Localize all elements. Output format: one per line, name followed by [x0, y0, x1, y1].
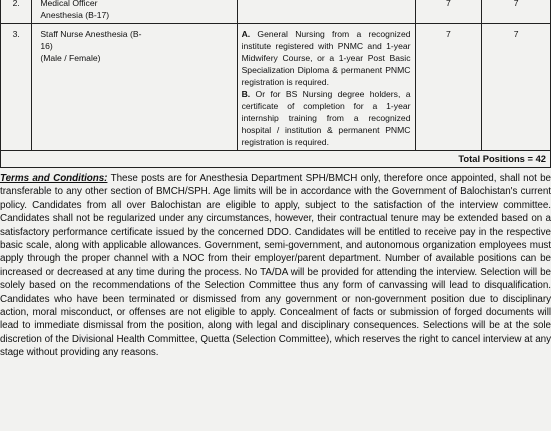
- terms-heading: Terms and Conditions:: [0, 173, 108, 184]
- qualification-cell: [237, 0, 415, 24]
- post-title: [32, 24, 237, 151]
- total-row: [1, 151, 551, 168]
- post-title-line: Medical Officer: [40, 0, 98, 8]
- post-title-line: (Male / Female): [40, 53, 101, 63]
- positions-count: 7: [415, 24, 482, 151]
- qualification-cell: [237, 24, 415, 151]
- qualification-label: A.: [241, 29, 251, 39]
- row-number: 2.: [1, 0, 32, 24]
- qualification-text: Or for BS Nursing degree holders, a certificate of completion for a 1-year internship training from a recognized hospital / institution & permanent PNMC registration is required.: [241, 89, 411, 147]
- qualification-a: [242, 28, 411, 88]
- terms-body: These posts are for Anesthesia Department SPH/BMCH only, therefore once appointed, shall not be transferable to any other section of BMCH/SPH. Age limits will be in accordance with the Government of Balochistan's current policy. Candidates from all over Balochistan are eligible to apply, subject to the satisfaction of the interview committee. Candidates shall not be regularized under any circumstances, however, their contractual tenure may be extended based on a satisfactory performance certificate issued by the concerned DDO. Candidates will be entitled to receive pay in the respective basic scale, along with applicable allowances. Government, semi-government, and autonomous organization employees must apply through the proper channel with a NOC from their employer/parent department. Number of available positions can be increased or decreased at any time during the process. No TA/DA will be provided for attending the interview. Selection will be solely based on the recommendations of the Selection Committee thus any form of canvassing will lead to disqualification. Candidates who have been terminated or dismissed from any government or non-government position due to disciplinary action, moral misconduct, or offenses are not eligible to apply. Concealment of facts or submission of forged documents will lead to immediate dismissal from the position, along with legal and disciplinary consequences. Selections will be at the sole discretion of the Divisional Health Committee, Quetta (Selection Committee), which reserves the right to cancel interview at any stage without providing any reasons.: [0, 173, 551, 359]
- row-number: 3.: [1, 24, 32, 151]
- table-row: [1, 24, 551, 151]
- total-positions: Total Positions = 42: [1, 151, 551, 168]
- post-title-line: 16): [40, 41, 53, 51]
- qualification-label: B.: [241, 89, 251, 99]
- positions-count-secondary: 7: [482, 24, 551, 151]
- positions-table: [0, 0, 551, 168]
- post-title-line: Anesthesia (B-17): [40, 10, 110, 20]
- post-title: [32, 0, 237, 24]
- terms-and-conditions: [0, 172, 551, 360]
- table-row: [1, 0, 551, 24]
- positions-count: 7: [415, 0, 482, 24]
- qualification-text: General Nursing from a recognized institute registered with PNMC and 1-year Midwifery Course, or a 1-year Post Basic Specialization Diploma & permanent PNMC registration is required.: [241, 29, 411, 87]
- qualification-b: [242, 88, 411, 148]
- post-title-line: Staff Nurse Anesthesia (B-: [40, 29, 142, 39]
- positions-count-secondary: 7: [482, 0, 551, 24]
